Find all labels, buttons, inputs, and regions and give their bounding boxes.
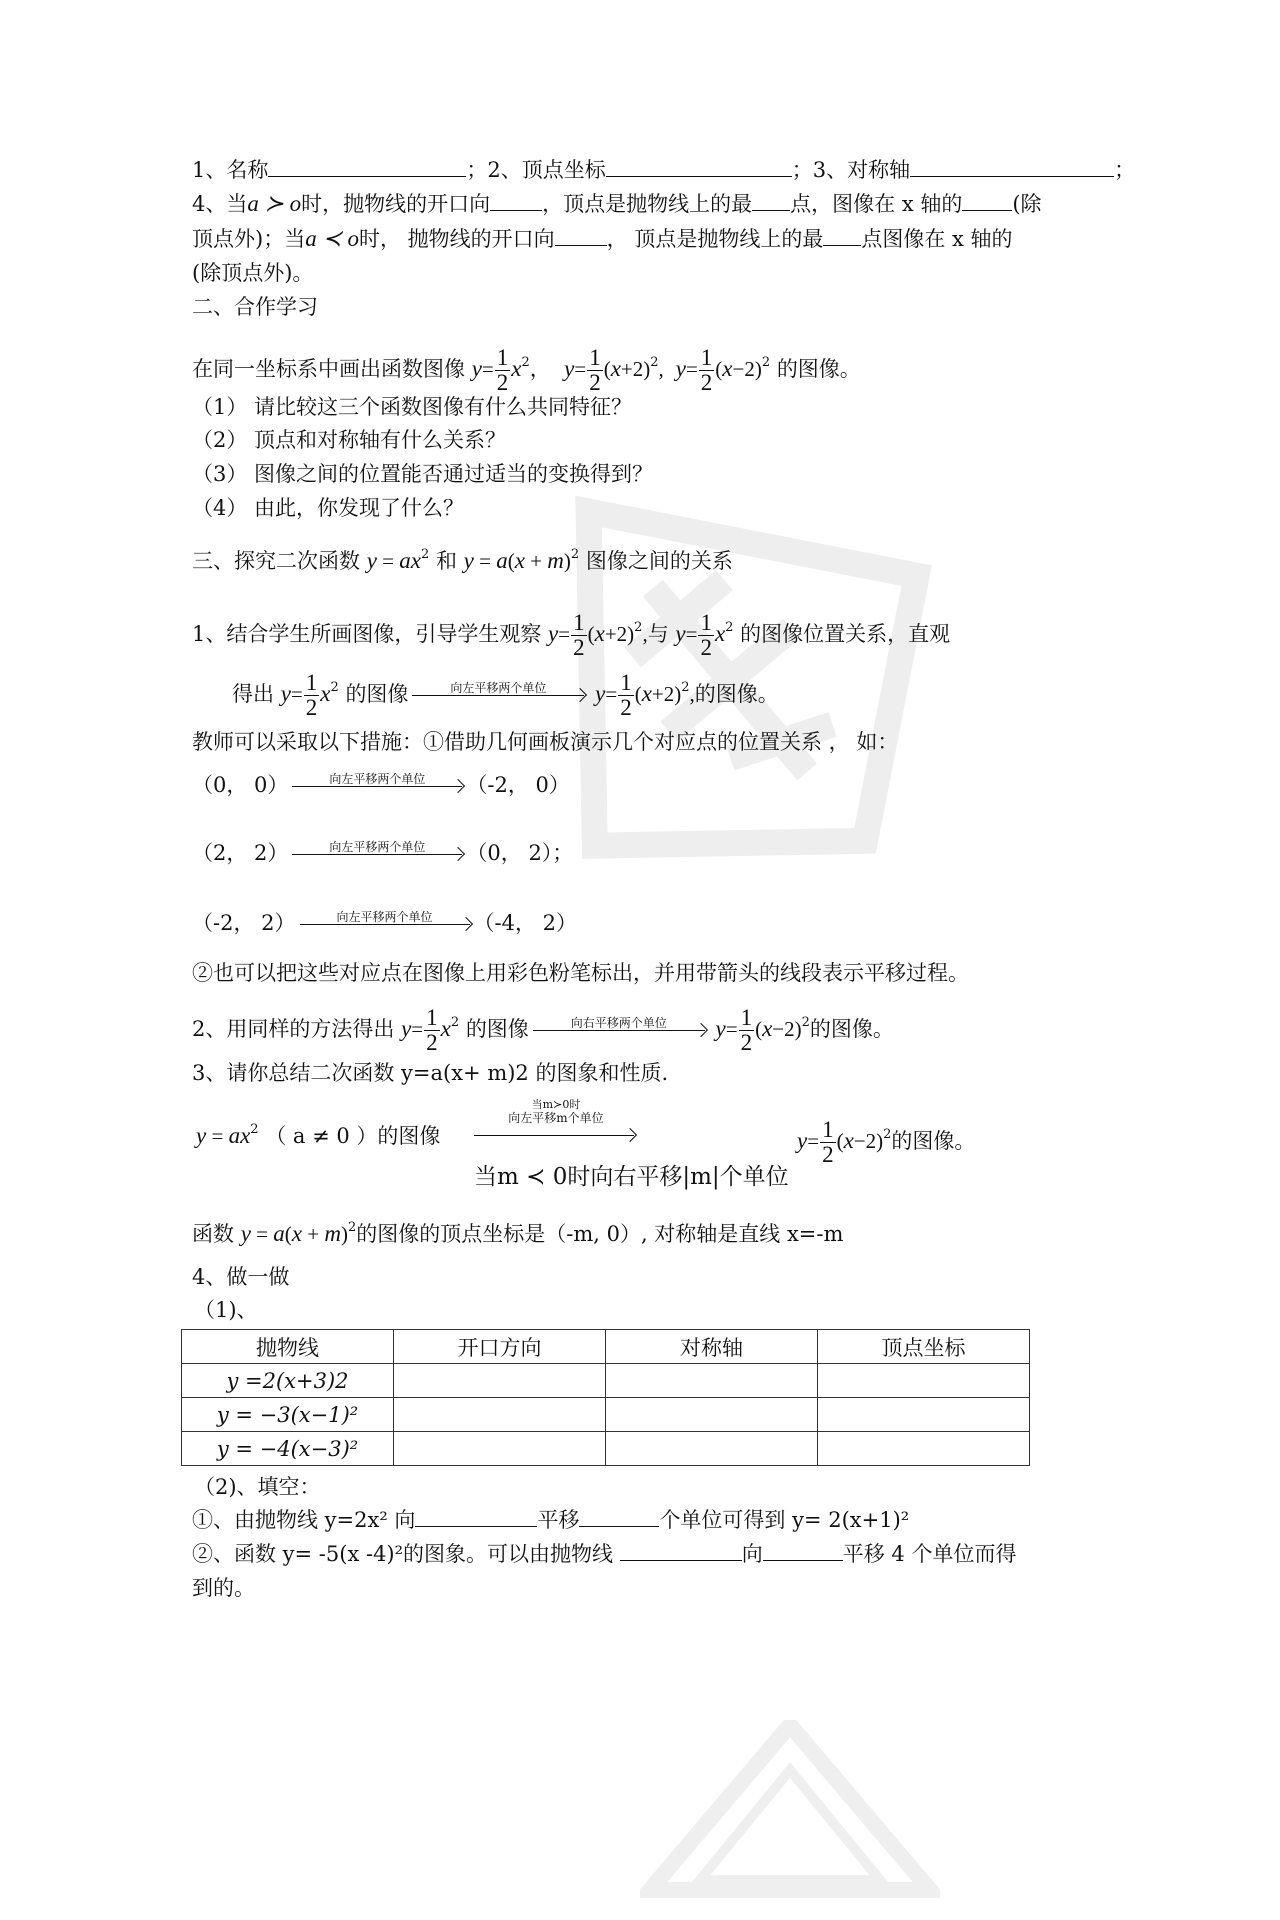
parabola-cell: y = −4(x−3)² (182, 1432, 394, 1466)
step-1-result: 得出 y= $\frac{1}{2}$ $x^2$ 的图像 向左平移两个单位 y= $\frac{1}{2}$ $(x+2)^2$,的图像。 (232, 670, 779, 720)
answer-cell[interactable] (818, 1398, 1030, 1432)
shift-right-arrow: 向右平移两个单位 (533, 1016, 705, 1046)
watermark-stamp-bottom (640, 1720, 940, 1920)
fraction-half: $\frac{1}{2}$ (496, 345, 509, 395)
header-axis: 对称轴 (606, 1330, 818, 1364)
answer-cell[interactable] (818, 1432, 1030, 1466)
fill-line-3: 顶点外)；当a ≺ o时， 抛物线的开口向 ， 顶点是抛物线上的最 点图像在 x 轴的 (192, 226, 1013, 251)
summary-arrow: 当m≻0时 向左平移m个单位 (474, 1098, 638, 1144)
vertex-conclusion: 函数 $y = a(x + m)^2$的图像的顶点坐标是（-m, 0）, 对称轴是直线 x=-m (192, 1220, 844, 1246)
fill-line-1: 1、名称 ；2、顶点坐标 ；3、对称轴 ； (192, 158, 1136, 182)
step-1: 1、结合学生所画图像，引导学生观察 y= $\frac{1}{2}$ $(x+2)^2$,与 y= $\frac{1}{2}$ $x^2$ 的图像位置关系，直观 (192, 610, 951, 660)
question-1: （1） 请比较这三个函数图像有什么共同特征？ (192, 395, 633, 419)
parabola-cell: y = −3(x−1)² (182, 1398, 394, 1432)
direction-blank-2[interactable] (763, 1540, 843, 1561)
section-heading-3: 三、探究二次函数 $y = ax^2$ 和 $y = a(x + m)^2$ 图像之间的关系 (192, 547, 733, 573)
fill-question-1: ①、由抛物线 y=2x² 向 平移 个单位可得到 y= 2(x+1)² (192, 1508, 910, 1532)
name-blank[interactable] (268, 156, 466, 177)
vertex-blank[interactable] (606, 156, 792, 177)
step-3: 3、请你总结二次函数 y=a(x+ m)2 的图象和性质. (192, 1061, 669, 1085)
question-4: （4） 由此，你发现了什么？ (192, 496, 465, 520)
header-opening: 开口方向 (394, 1330, 606, 1364)
table-row (182, 1398, 1030, 1432)
answer-cell[interactable] (606, 1398, 818, 1432)
table-row (182, 1432, 1030, 1466)
step-1-note: ②也可以把这些对应点在图像上用彩色粉笔标出，并用带箭头的线段表示平移过程。 (192, 961, 969, 985)
fill-question-2: ②、函数 y= -5(x -4)²的图象。可以由抛物线 向 平移 4 个单位而得 (192, 1542, 1017, 1566)
teacher-measures: 教师可以采取以下措施：①借助几何画板演示几个对应点的位置关系 ， 如： (192, 730, 899, 754)
opening-blank-2[interactable] (555, 225, 607, 246)
answer-cell[interactable] (394, 1364, 606, 1398)
table-row (182, 1364, 1030, 1398)
header-vertex: 顶点坐标 (818, 1330, 1030, 1364)
table-header-row (182, 1330, 1030, 1364)
fill-question-2-cont: 到的。 (192, 1576, 255, 1600)
step-2: 2、用同样的方法得出 y= $\frac{1}{2}$ $x^2$ 的图像 向右平移两个单位 y= $\frac{1}{2}$ $(x-2)^2$的图像。 (192, 1005, 894, 1055)
draw-instruction: 在同一坐标系中画出函数图像 y= $\frac{1}{2}$ $x^2$， y= $\frac{1}{2}$ $(x+2)^2$, y= $\frac{1}{2}$ $(x-2)^2$ 的图像。 (192, 345, 861, 395)
answer-cell[interactable] (394, 1432, 606, 1466)
shift-left-arrow: 向左平移两个单位 (412, 681, 584, 711)
fill-line-2: 4、当a ≻ o时，抛物线的开口向 ，顶点是抛物线上的最 点，图像在 x 轴的 (除 (192, 191, 1042, 216)
point-mapping-2: （2， 2） 向左平移两个单位 （0， 2）； (192, 839, 574, 865)
summary-left: $y = ax^2$ （ a ≠ 0 ）的图像 (196, 1122, 441, 1148)
question-2: （2） 顶点和对称轴有什么关系？ (192, 428, 507, 452)
point-mapping-3: （-2， 2） 向左平移两个单位 （-4， 2） (192, 909, 577, 935)
opening-blank-1[interactable] (490, 190, 542, 211)
answer-cell[interactable] (394, 1398, 606, 1432)
section-heading-4: 4、做一做 (192, 1265, 290, 1289)
extreme-blank-1[interactable] (752, 190, 790, 211)
position-blank-1[interactable] (962, 190, 1012, 211)
point-mapping-1: （0， 0） 向左平移两个单位 （-2， 0） (192, 771, 570, 797)
summary-right: y= $\frac{1}{2}$ $(x-2)^2$的图像。 (797, 1117, 976, 1167)
parabola-blank-2[interactable] (620, 1540, 742, 1561)
answer-cell[interactable] (818, 1364, 1030, 1398)
extreme-blank-2[interactable] (823, 225, 861, 246)
header-parabola: 抛物线 (182, 1330, 394, 1364)
fill-line-4: (除顶点外)。 (192, 261, 314, 285)
axis-blank[interactable] (910, 156, 1114, 177)
subheading-2: （2)、填空： (194, 1475, 321, 1499)
direction-blank-1[interactable] (415, 1506, 537, 1527)
units-blank-1[interactable] (579, 1506, 659, 1527)
question-3: （3） 图像之间的位置能否通过适当的变换得到？ (192, 462, 654, 486)
parabola-table (181, 1329, 1030, 1466)
summary-arrow-bottom: 当m ≺ 0时向右平移|m|个单位 (474, 1164, 789, 1190)
section-heading-2: 二、合作学习 (192, 295, 318, 319)
answer-cell[interactable] (606, 1432, 818, 1466)
subheading-1: （1)、 (194, 1298, 258, 1322)
parabola-cell: y =2(x+3)2 (182, 1364, 394, 1398)
answer-cell[interactable] (606, 1364, 818, 1398)
